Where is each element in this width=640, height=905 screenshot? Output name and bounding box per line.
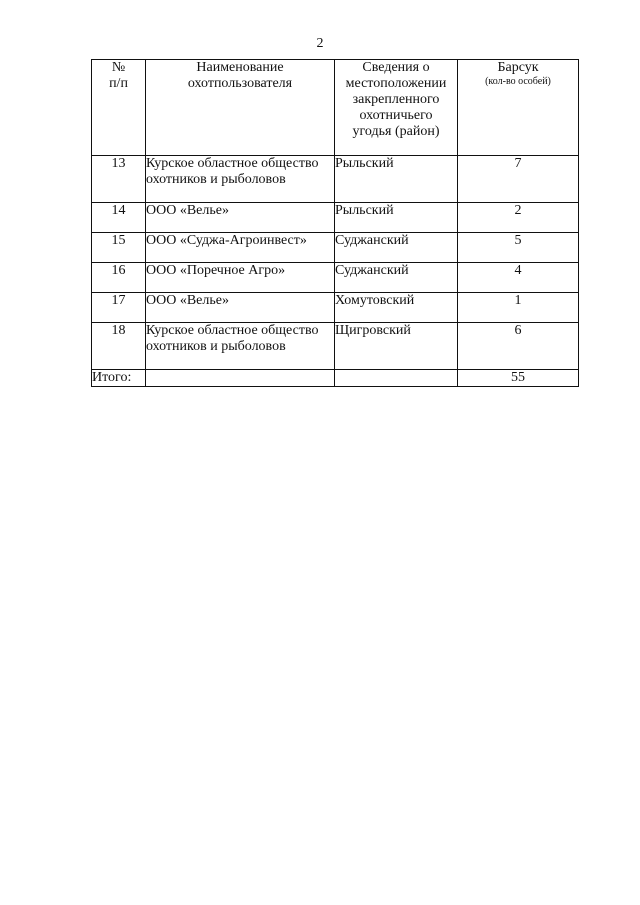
total-row [92, 370, 579, 387]
row-badger-count: 5 [458, 233, 579, 263]
badger-quota-table [91, 59, 579, 387]
header-hunter-name: Наименование охотпользователя [146, 60, 335, 156]
total-empty-location [335, 370, 458, 387]
table-row [92, 203, 579, 233]
row-location: Рыльский [335, 156, 458, 203]
row-hunter-name: Курское областное общество охотников и рыболовов [146, 323, 335, 370]
row-hunter-name: ООО «Велье» [146, 293, 335, 323]
row-badger-count: 4 [458, 263, 579, 293]
row-number: 15 [92, 233, 146, 263]
header-badger [458, 60, 579, 156]
row-location: Рыльский [335, 203, 458, 233]
row-number: 14 [92, 203, 146, 233]
row-hunter-name: Курское областное общество охотников и рыболовов [146, 156, 335, 203]
total-label: Итого: [92, 370, 146, 387]
row-badger-count: 2 [458, 203, 579, 233]
header-location: Сведения о местоположении закрепленного охотничьего угодья (район) [335, 60, 458, 156]
row-number: 13 [92, 156, 146, 203]
row-location: Суджанский [335, 263, 458, 293]
table-row [92, 323, 579, 370]
total-value: 55 [458, 370, 579, 387]
table-row [92, 263, 579, 293]
row-hunter-name: ООО «Поречное Агро» [146, 263, 335, 293]
header-number: № п/п [92, 60, 146, 156]
row-location: Щигровский [335, 323, 458, 370]
header-badger-unit: (кол-во особей) [485, 76, 551, 87]
page-number: 2 [316, 36, 324, 51]
row-badger-count: 6 [458, 323, 579, 370]
table-row [92, 293, 579, 323]
row-number: 17 [92, 293, 146, 323]
row-number: 18 [92, 323, 146, 370]
row-badger-count: 1 [458, 293, 579, 323]
table-row [92, 233, 579, 263]
total-empty-name [146, 370, 335, 387]
header-badger-label: Барсук [497, 60, 539, 75]
row-location: Суджанский [335, 233, 458, 263]
table-row [92, 156, 579, 203]
row-location: Хомутовский [335, 293, 458, 323]
row-hunter-name: ООО «Суджа-Агроинвест» [146, 233, 335, 263]
row-hunter-name: ООО «Велье» [146, 203, 335, 233]
row-badger-count: 7 [458, 156, 579, 203]
table-header-row [92, 60, 579, 156]
row-number: 16 [92, 263, 146, 293]
